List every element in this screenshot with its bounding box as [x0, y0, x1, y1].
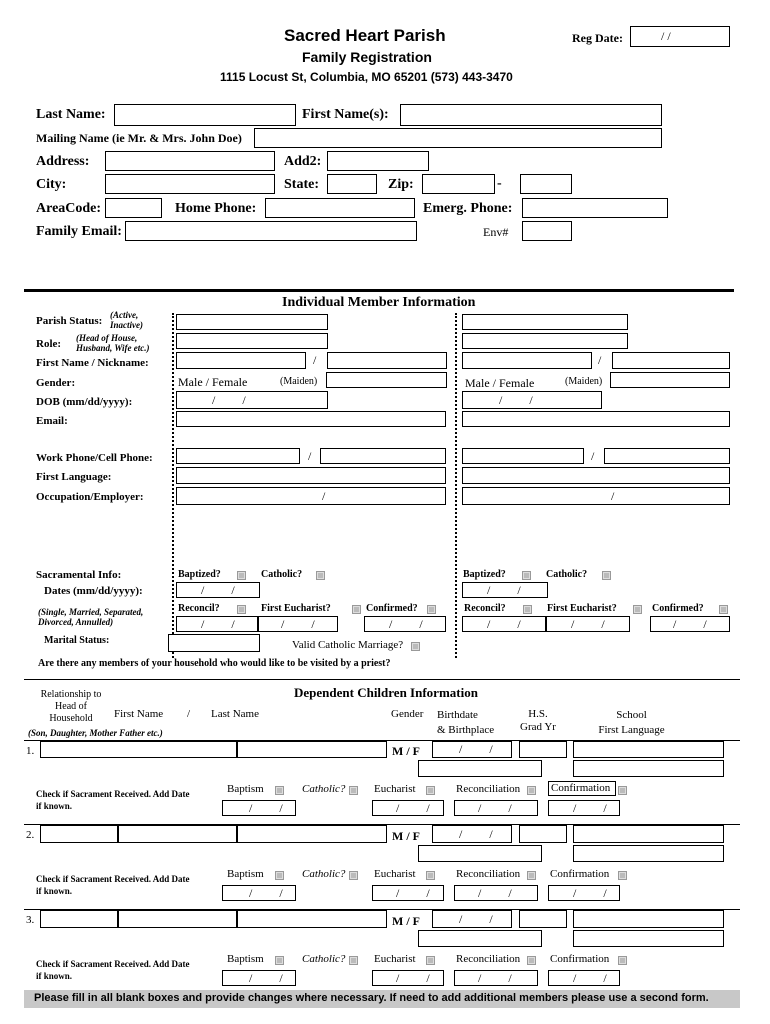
dob-label: DOB (mm/dd/yyyy): [36, 396, 133, 408]
first-names-label: First Name(s): [302, 107, 389, 122]
parish-status-hint: (Active, Inactive) [110, 310, 143, 330]
dep2-last-name-field[interactable] [237, 825, 387, 843]
form-subtitle: Family Registration [302, 49, 432, 65]
first-language-field-1[interactable] [176, 467, 446, 484]
first-language-label: First Language: [36, 471, 112, 483]
maiden-label-2: (Maiden) [565, 376, 603, 387]
dep3-eucharist-checkbox[interactable] [426, 956, 435, 965]
name-header-slash: / [187, 708, 191, 720]
dotted-divider-left [172, 313, 174, 658]
gender-options-2[interactable]: Male / Female [465, 376, 535, 390]
dep3-eucharist-label: Eucharist [374, 953, 416, 965]
dep2-baptism-date[interactable] [222, 885, 296, 901]
dep2-relationship-field[interactable] [40, 825, 118, 843]
confirmed-date-2[interactable] [650, 616, 730, 632]
dep3-language-field[interactable] [573, 930, 724, 947]
home-phone-field[interactable] [265, 198, 415, 218]
marital-status-label: Marital Status: [44, 635, 110, 646]
confirmed-label-1: Confirmed? [366, 603, 418, 614]
baptized-date-slashes-2: / / [487, 583, 521, 597]
dep3-first-name-field[interactable] [118, 910, 237, 928]
eucharist-date-2[interactable] [546, 616, 630, 632]
dep1-school-field[interactable] [573, 741, 724, 758]
cell-phone-field-1[interactable] [320, 448, 446, 464]
catholic-checkbox-2[interactable] [602, 571, 611, 580]
dep3-reconciliation-date[interactable] [454, 970, 538, 986]
city-field[interactable] [105, 174, 275, 194]
role-field-1[interactable] [176, 333, 328, 349]
occupation-slash-1: / [322, 489, 326, 503]
env-field[interactable] [522, 221, 572, 241]
dep3-gender-mf[interactable]: M / F [392, 914, 420, 928]
baptized-checkbox-2[interactable] [522, 571, 531, 580]
first-name-nick-label: First Name / Nickname: [36, 357, 149, 369]
nick-slash-2: / [598, 353, 602, 367]
dep1-birthdate-slashes: / / [459, 742, 493, 756]
dep1-gender-mf[interactable]: M / F [392, 744, 420, 758]
baptized-date-1[interactable] [176, 582, 260, 598]
birthdate-header: Birthdate & Birthplace [437, 709, 495, 736]
baptized-label-2: Baptized? [463, 569, 506, 580]
family-email-label: Family Email: [36, 224, 122, 239]
hs-grad-header: H.S. Grad Yr [520, 708, 556, 733]
dep3-reconciliation-date-slashes: / / [478, 971, 512, 985]
mailing-name-field[interactable] [254, 128, 662, 148]
parish-name: Sacred Heart Parish [284, 26, 446, 45]
email-label: Email: [36, 415, 68, 427]
dep1-confirmation-date-slashes: / / [573, 801, 607, 815]
dob-slashes-2: / / [499, 393, 533, 407]
section-divider-dependents [24, 679, 740, 680]
parish-status-label: Parish Status: [36, 315, 103, 327]
dob-field-1[interactable] [176, 391, 328, 409]
dep2-eucharist-label: Eucharist [374, 868, 416, 880]
dep3-confirmation-date-slashes: / / [573, 971, 607, 985]
dep2-first-name-field[interactable] [118, 825, 237, 843]
school-language-header: School First Language [598, 709, 665, 736]
section-divider-individual [24, 289, 734, 292]
dep3-catholic-label: Catholic? [302, 953, 346, 965]
dep3-eucharist-date[interactable] [372, 970, 444, 986]
reconcil-date-slashes-1: / / [201, 617, 235, 631]
dep2-eucharist-checkbox[interactable] [426, 871, 435, 880]
parish-status-field-2[interactable] [462, 314, 628, 330]
dep2-eucharist-date[interactable] [372, 885, 444, 901]
dep3-eucharist-date-slashes: / / [396, 971, 430, 985]
dep2-baptism-date-slashes: / / [249, 886, 283, 900]
email-field-1[interactable] [176, 411, 446, 427]
individual-section-title: Individual Member Information [282, 295, 476, 310]
state-field[interactable] [327, 174, 377, 194]
nickname-field-2[interactable] [612, 352, 730, 369]
dep1-catholic-checkbox[interactable] [349, 786, 358, 795]
dep1-relationship-field[interactable] [40, 741, 237, 758]
area-code-field[interactable] [105, 198, 162, 218]
gender-options-1[interactable]: Male / Female [178, 375, 248, 389]
dep3-confirmation-date[interactable] [548, 970, 620, 986]
maiden-field-1[interactable] [326, 372, 447, 388]
parish-status-field-1[interactable] [176, 314, 328, 330]
reconcil-date-2[interactable] [462, 616, 546, 632]
occupation-slash-2: / [611, 489, 615, 503]
occupation-label: Occupation/Employer: [36, 491, 144, 503]
relationship-header: Relationship to Head of Household [40, 689, 102, 724]
dep2-school-field[interactable] [573, 825, 724, 843]
dep1-birthplace-field[interactable] [418, 760, 542, 777]
add2-field[interactable] [327, 151, 429, 171]
dep2-catholic-checkbox[interactable] [349, 871, 358, 880]
role-field-2[interactable] [462, 333, 628, 349]
work-phone-field-2[interactable] [462, 448, 584, 464]
dep2-language-field[interactable] [573, 845, 724, 862]
home-phone-label: Home Phone: [175, 201, 257, 216]
dep1-eucharist-date-slashes: / / [396, 801, 430, 815]
baptized-date-2[interactable] [462, 582, 548, 598]
dep2-birthplace-field[interactable] [418, 845, 542, 862]
catholic-label-1: Catholic? [261, 569, 303, 580]
parish-address: 1115 Locust St, Columbia, MO 65201 (573) 443-3470 [220, 70, 513, 84]
reconcil-date-slashes-2: / / [487, 617, 521, 631]
emerg-phone-field[interactable] [522, 198, 668, 218]
add2-label: Add2: [284, 154, 322, 169]
maiden-label-1: (Maiden) [280, 376, 318, 387]
dep3-confirmation-checkbox[interactable] [618, 956, 627, 965]
dep1-baptism-checkbox[interactable] [275, 786, 284, 795]
baptized-date-slashes-1: / / [201, 583, 235, 597]
dep2-confirmation-label: Confirmation [550, 868, 610, 880]
dep2-birthdate-field[interactable] [432, 825, 512, 843]
dep1-confirmation-checkbox[interactable] [618, 786, 627, 795]
reconcil-checkbox-2[interactable] [523, 605, 532, 614]
state-label: State: [284, 177, 319, 192]
reg-date-label: Reg Date: [572, 31, 623, 45]
valid-marriage-label: Valid Catholic Marriage? [292, 639, 404, 651]
zip-dash: - [497, 176, 502, 191]
dep2-reconciliation-label: Reconciliation [456, 868, 521, 880]
last-name-header: Last Name [211, 708, 259, 720]
dep3-last-name-field[interactable] [237, 910, 387, 928]
gender-label: Gender: [36, 377, 76, 389]
valid-marriage-checkbox[interactable] [411, 642, 420, 651]
dep1-eucharist-label: Eucharist [374, 783, 416, 795]
marital-status-field[interactable] [168, 634, 260, 652]
eucharist-date-1[interactable] [258, 616, 338, 632]
dep1-catholic-label: Catholic? [302, 783, 346, 795]
city-label: City: [36, 177, 67, 192]
zip-label: Zip: [388, 177, 414, 192]
address-field[interactable] [105, 151, 275, 171]
baptized-label-1: Baptized? [178, 569, 221, 580]
first-name-header: First Name [114, 708, 164, 720]
first-eucharist-label-1: First Eucharist? [261, 603, 331, 614]
dep1-baptism-date-slashes: / / [249, 801, 283, 815]
dates-label: Dates (mm/dd/yyyy): [44, 585, 143, 597]
dotted-divider-middle [455, 313, 457, 658]
dep1-reconciliation-date-slashes: / / [478, 801, 512, 815]
cell-phone-field-2[interactable] [604, 448, 730, 464]
env-label: Env# [483, 225, 509, 239]
dep2-confirmation-date-slashes: / / [573, 886, 607, 900]
first-eucharist-checkbox-2[interactable] [633, 605, 642, 614]
last-name-label: Last Name: [36, 107, 106, 122]
dep2-baptism-label: Baptism [227, 868, 264, 880]
work-cell-label: Work Phone/Cell Phone: [36, 452, 153, 464]
dep3-baptism-date-slashes: / / [249, 971, 283, 985]
dep1-name-field[interactable] [237, 741, 387, 758]
priest-visit-question: Are there any members of your household who would like to be visited by a priest? [38, 658, 391, 669]
reconcil-checkbox-1[interactable] [237, 605, 246, 614]
zip-ext-field[interactable] [520, 174, 572, 194]
dep1-hs-field[interactable] [519, 741, 567, 758]
dep1-eucharist-checkbox[interactable] [426, 786, 435, 795]
area-code-label: AreaCode: [36, 201, 102, 216]
dep2-confirmation-checkbox[interactable] [618, 871, 627, 880]
dep3-birthdate-field[interactable] [432, 910, 512, 928]
dep2-catholic-label: Catholic? [302, 868, 346, 880]
dep1-eucharist-date[interactable] [372, 800, 444, 816]
dep3-baptism-date[interactable] [222, 970, 296, 986]
dob-slashes-1: / / [212, 393, 246, 407]
confirmed-date-slashes-2: / / [673, 617, 707, 631]
footer-note: Please fill in all blank boxes and provide changes where necessary. If need to add additional members please use a second form. [34, 992, 709, 1004]
dep2-reconciliation-checkbox[interactable] [527, 871, 536, 880]
mailing-name-label: Mailing Name (ie Mr. & Mrs. John Doe) [36, 131, 242, 145]
confirmed-date-slashes-1: / / [389, 617, 423, 631]
reconcil-label-2: Reconcil? [464, 603, 506, 614]
emerg-phone-label: Emerg. Phone: [423, 201, 513, 216]
baptized-checkbox-1[interactable] [237, 571, 246, 580]
dep3-birthplace-field[interactable] [418, 930, 542, 947]
dep2-confirmation-date[interactable] [548, 885, 620, 901]
eucharist-date-slashes-1: / / [281, 617, 315, 631]
address-label: Address: [36, 154, 90, 169]
dep2-birthdate-slashes: / / [459, 827, 493, 841]
dependent-number-3: 3. [26, 914, 35, 926]
reg-date-field[interactable] [630, 26, 730, 47]
dob-field-2[interactable] [462, 391, 602, 409]
reconcil-date-1[interactable] [176, 616, 258, 632]
zip-field[interactable] [422, 174, 495, 194]
dep1-baptism-date[interactable] [222, 800, 296, 816]
role-label: Role: [36, 338, 62, 350]
first-name-field-1[interactable] [176, 352, 306, 369]
dep3-baptism-checkbox[interactable] [275, 956, 284, 965]
dep3-catholic-checkbox[interactable] [349, 956, 358, 965]
dep3-school-field[interactable] [573, 910, 724, 928]
dep1-birthdate-field[interactable] [432, 741, 512, 758]
first-names-field[interactable] [400, 104, 662, 126]
dep1-baptism-label: Baptism [227, 783, 264, 795]
dep1-language-field[interactable] [573, 760, 724, 777]
dep2-eucharist-date-slashes: / / [396, 886, 430, 900]
first-eucharist-label-2: First Eucharist? [547, 603, 617, 614]
phone-slash-2: / [591, 449, 595, 463]
nickname-field-1[interactable] [327, 352, 447, 369]
dep1-confirmation-box [548, 781, 616, 796]
dep3-birthdate-slashes: / / [459, 912, 493, 926]
dependents-section-title: Dependent Children Information [294, 685, 478, 700]
dep3-reconciliation-label: Reconciliation [456, 953, 521, 965]
confirmed-checkbox-2[interactable] [719, 605, 728, 614]
dep3-reconciliation-checkbox[interactable] [527, 956, 536, 965]
dep1-confirmation-label: Confirmation [551, 782, 611, 794]
work-phone-field-1[interactable] [176, 448, 300, 464]
occupation-field-1[interactable] [176, 487, 446, 505]
dep1-reconciliation-label: Reconciliation [456, 783, 521, 795]
dependent-number-1: 1. [26, 745, 35, 757]
catholic-label-2: Catholic? [546, 569, 588, 580]
confirmed-checkbox-1[interactable] [427, 605, 436, 614]
dep1-reconciliation-date[interactable] [454, 800, 538, 816]
dep3-hs-field[interactable] [519, 910, 567, 928]
sacramental-label: Sacramental Info: [36, 569, 122, 581]
dep2-reconciliation-date[interactable] [454, 885, 538, 901]
occupation-field-2[interactable] [462, 487, 730, 505]
dep2-check-label: Check if Sacrament Received. Add Date if known. [36, 874, 190, 896]
dep1-reconciliation-checkbox[interactable] [527, 786, 536, 795]
confirmed-label-2: Confirmed? [652, 603, 704, 614]
first-language-field-2[interactable] [462, 467, 730, 484]
confirmed-date-1[interactable] [364, 616, 446, 632]
dep3-relationship-field[interactable] [40, 910, 118, 928]
relationship-hint: (Son, Daughter, Mother Father etc.) [28, 728, 163, 738]
dep3-baptism-label: Baptism [227, 953, 264, 965]
last-name-field[interactable] [114, 104, 296, 126]
dep2-gender-mf[interactable]: M / F [392, 829, 420, 843]
email-field-2[interactable] [462, 411, 730, 427]
dep1-confirmation-date[interactable] [548, 800, 620, 816]
dep3-check-label: Check if Sacrament Received. Add Date if known. [36, 959, 190, 981]
first-eucharist-checkbox-1[interactable] [352, 605, 361, 614]
dep3-confirmation-label: Confirmation [550, 953, 610, 965]
nick-slash-1: / [313, 353, 317, 367]
reg-date-slashes: / / [661, 29, 671, 43]
first-name-field-2[interactable] [462, 352, 592, 369]
eucharist-date-slashes-2: / / [571, 617, 605, 631]
maiden-field-2[interactable] [610, 372, 730, 388]
dep2-reconciliation-date-slashes: / / [478, 886, 512, 900]
dep2-baptism-checkbox[interactable] [275, 871, 284, 880]
dep2-hs-field[interactable] [519, 825, 567, 843]
marital-hint: (Single, Married, Separated, Divorced, Annulled) [38, 607, 144, 627]
dependent-number-2: 2. [26, 829, 35, 841]
family-email-field[interactable] [125, 221, 417, 241]
catholic-checkbox-1[interactable] [316, 571, 325, 580]
gender-header: Gender [391, 708, 424, 720]
dep1-check-label: Check if Sacrament Received. Add Date if known. [36, 789, 190, 811]
role-hint: (Head of House, Husband, Wife etc.) [76, 333, 150, 353]
reconcil-label-1: Reconcil? [178, 603, 220, 614]
phone-slash-1: / [308, 449, 312, 463]
